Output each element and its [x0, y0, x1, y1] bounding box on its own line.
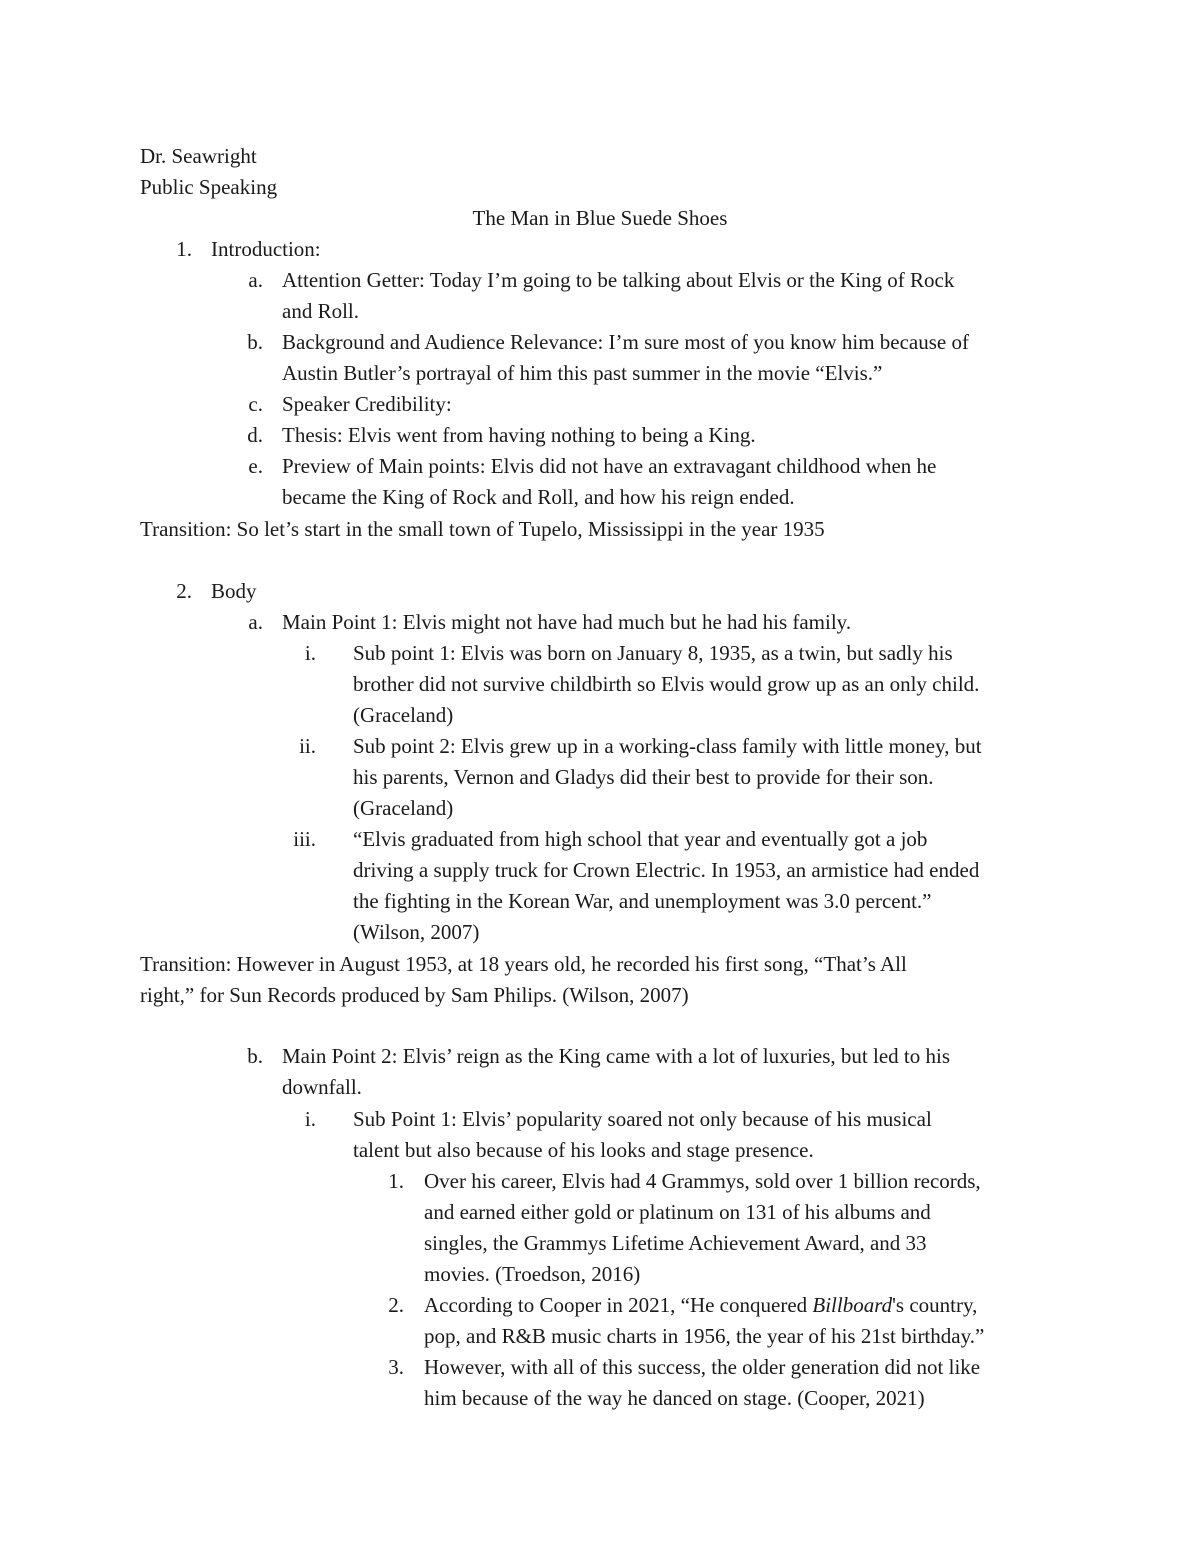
sub-point-1-line-2: brother did not survive childbirth so Elvis would grow up as an only child.	[353, 672, 980, 696]
sub-point-1-line-1: Sub point 1: Elvis was born on January 8, 1935, as a twin, but sadly his	[353, 641, 953, 665]
point-2-text-a: According to Cooper in 2021, “He conquered	[424, 1293, 813, 1317]
point-2-line-2: pop, and R&B music charts in 1956, the year of his 21st birthday.”	[424, 1324, 985, 1348]
point-2-text-c: 's country,	[892, 1293, 978, 1317]
preview-line-1: Preview of Main points: Elvis did not have an extravagant childhood when he	[282, 454, 937, 478]
sub-point-3-line-3: the fighting in the Korean War, and unemployment was 3.0 percent.”	[353, 889, 932, 913]
point-3-line-2: him because of the way he danced on stage. (Cooper, 2021)	[424, 1386, 925, 1410]
sub-point-3-line-1: “Elvis graduated from high school that year and eventually got a job	[353, 827, 928, 851]
section-number: 1.	[176, 237, 192, 261]
mp2-sub-point-1-line-2: talent but also because of his looks and stage presence.	[353, 1138, 814, 1162]
list-marker: ii.	[299, 734, 316, 758]
transition-1: Transition: So let’s start in the small town of Tupelo, Mississippi in the year 1935	[140, 517, 825, 541]
transition-2-line-2: right,” for Sun Records produced by Sam Philips. (Wilson, 2007)	[140, 983, 689, 1007]
background-line-2: Austin Butler’s portrayal of him this past summer in the movie “Elvis.”	[282, 361, 883, 385]
list-marker: b.	[247, 1044, 263, 1068]
list-marker: a.	[248, 268, 263, 292]
section-number: 2.	[176, 579, 192, 603]
list-marker: b.	[247, 330, 263, 354]
list-marker: e.	[248, 454, 263, 478]
attention-getter-line-1: Attention Getter: Today I’m going to be talking about Elvis or the King of Rock	[282, 268, 955, 292]
main-point-2-line-2: downfall.	[282, 1075, 362, 1099]
attention-getter-line-2: and Roll.	[282, 299, 359, 323]
main-point-2-line-1: Main Point 2: Elvis’ reign as the King came with a lot of luxuries, but led to his	[282, 1044, 951, 1068]
document-title: The Man in Blue Suede Shoes	[472, 206, 728, 230]
author-name: Dr. Seawright	[140, 144, 257, 168]
point-3-line-1: However, with all of this success, the older generation did not like	[424, 1355, 981, 1379]
thesis: Thesis: Elvis went from having nothing to being a King.	[282, 423, 756, 447]
course-name: Public Speaking	[140, 175, 278, 199]
speaker-credibility: Speaker Credibility:	[282, 392, 452, 416]
point-1-line-1: Over his career, Elvis had 4 Grammys, sold over 1 billion records,	[424, 1169, 981, 1193]
sub-point-2-line-1: Sub point 2: Elvis grew up in a working-class family with little money, but	[353, 734, 982, 758]
background-line-1: Background and Audience Relevance: I’m sure most of you know him because of	[282, 330, 969, 354]
sub-point-3-line-4: (Wilson, 2007)	[353, 920, 480, 944]
main-point-1: Main Point 1: Elvis might not have had much but he had his family.	[282, 610, 852, 634]
billboard-title: Billboard	[812, 1293, 893, 1317]
list-marker: i.	[304, 1107, 316, 1131]
mp2-sub-point-1-line-1: Sub Point 1: Elvis’ popularity soared not only because of his musical	[353, 1107, 932, 1131]
list-marker: d.	[247, 423, 263, 447]
section-heading-introduction: Introduction:	[211, 237, 321, 261]
list-marker: 3.	[388, 1355, 404, 1379]
point-1-line-3: singles, the Grammys Lifetime Achievement Award, and 33	[424, 1231, 927, 1255]
point-1-line-4: movies. (Troedson, 2016)	[424, 1262, 641, 1286]
list-marker: iii.	[293, 827, 316, 851]
transition-2-line-1: Transition: However in August 1953, at 18 years old, he recorded his first song, “That’s All	[140, 952, 907, 976]
sub-point-1-line-3: (Graceland)	[353, 703, 454, 727]
sub-point-2-line-3: (Graceland)	[353, 796, 454, 820]
list-marker: a.	[248, 610, 263, 634]
point-1-line-2: and earned either gold or platinum on 131 of his albums and	[424, 1200, 931, 1224]
sub-point-3-line-2: driving a supply truck for Crown Electric. In 1953, an armistice had ended	[353, 858, 980, 882]
section-heading-body: Body	[211, 579, 257, 603]
sub-point-2-line-2: his parents, Vernon and Gladys did their best to provide for their son.	[353, 765, 934, 789]
list-marker: 1.	[388, 1169, 404, 1193]
list-marker: 2.	[388, 1293, 404, 1317]
list-marker: c.	[248, 392, 263, 416]
point-2-line-1	[424, 1290, 977, 1321]
preview-line-2: became the King of Rock and Roll, and how his reign ended.	[282, 485, 795, 509]
list-marker: i.	[304, 641, 316, 665]
